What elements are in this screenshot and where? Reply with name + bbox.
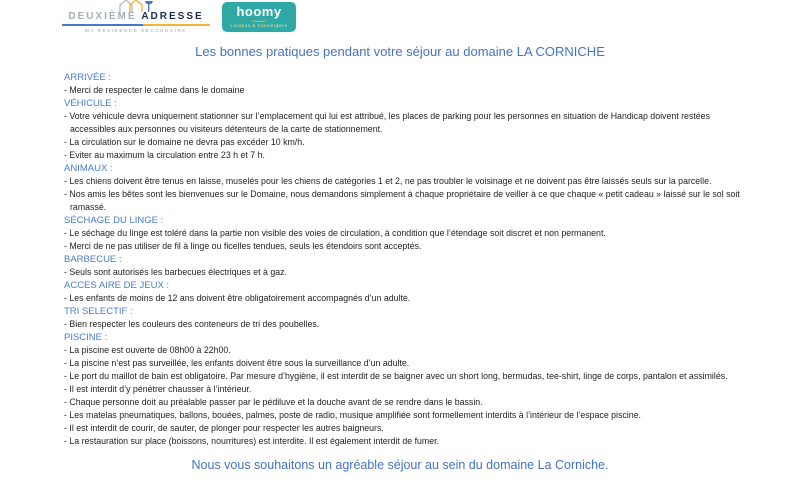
rule-item: - Les chiens doivent être tenus en laisse, muselés pour les chiens de catégories 1 et 2, ne pas troubler le voisinage et ne doivent pas être laissés seuls sur la parcelle. [64, 176, 712, 186]
rule-item: - La circulation sur le domaine ne devra pas excéder 10 km/h. [64, 137, 305, 147]
deuxieme-adresse-wordmark [58, 11, 214, 23]
rule-item: - Il est interdit d’y pénétrer chausser à l’intérieur. [64, 384, 252, 394]
rule-item: - Votre véhicule devra uniquement stationner sur l’emplacement qui lui est attribué, les places de parking pour les personnes en situation de Handicap doivent restées accessibles aux personnes ou visiteurs détenteurs de la carte de stationnement. [64, 111, 710, 134]
section-heading: VÉHICULE : [64, 98, 117, 109]
rule-item: - Le port du maillot de bain est obligatoire. Par mesure d’hygiène, il est interdit de se baigner avec un short long, bermudas, tee-shirt, linge de corps, pantalon et assimilés. [64, 371, 728, 381]
deuxieme-adresse-logo [58, 0, 214, 34]
page-title: Les bonnes pratiques pendant votre séjour au domaine LA CORNICHE [195, 44, 605, 59]
rule-item: - Chaque personne doit au préalable passer par le pédiluve et la douche avant de se rendre dans le bassin. [64, 397, 483, 407]
logo-word-adresse: ADRESSE [141, 11, 204, 22]
houses-icon [58, 0, 214, 11]
section-heading: SÉCHAGE DU LINGE : [64, 215, 164, 226]
rule-item: - Les enfants de moins de 12 ans doivent être obligatoirement accompagnés d’un adulte. [64, 293, 411, 303]
logo-underline [62, 24, 210, 26]
rule-item: - Seuls sont autorisés les barbecues électriques et à gaz. [64, 267, 287, 277]
section-heading: BARBECUE : [64, 254, 122, 265]
rule-item: - Il est interdit de courir, de sauter, de plonger pour respecter les autres baigneurs. [64, 423, 384, 433]
rule-item: - Les matelas pneumatiques, ballons, bouées, palmes, poste de radio, musique amplifiée sont formellement interdits à l’intérieur de l’espace piscine. [64, 410, 641, 420]
rule-item: - Merci de respecter le calme dans le domaine [64, 85, 245, 95]
section-heading: ACCES AIRE DE JEUX : [64, 280, 170, 291]
rule-item: - Eviter au maximum la circulation entre 23 h et 7 h. [64, 150, 265, 160]
rule-item: - Le séchage du linge est toléré dans la partie non visible des voies de circulation, à condition que l’étendage soit discret et non permanent. [64, 228, 606, 238]
closing-message: Nous vous souhaitons un agréable séjour au sein du domaine La Corniche. [191, 458, 609, 472]
rule-item: - Merci de ne pas utiliser de fil à linge ou ficelles tendues, seuls les étendoirs sont acceptés. [64, 241, 422, 251]
rule-item: - Bien respecter les couleurs des conteneurs de tri des poubelles. [64, 319, 320, 329]
section-heading: ARRIVÉE : [64, 72, 111, 83]
section-heading: ANIMAUX : [64, 163, 113, 174]
rule-item: - La piscine n’est pas surveillée, les enfants doivent être sous la surveillance d’un adulte. [64, 358, 410, 368]
section-heading: TRI SELECTIF : [64, 306, 133, 317]
logo-word-deuxieme: DEUXIÈME [68, 11, 137, 22]
section-heading: PISCINE : [64, 332, 108, 343]
rule-item: - La piscine est ouverte de 08h00 à 22h00. [64, 345, 231, 355]
rule-item: - Nos amis les bêtes sont les bienvenues sur le Domaine, nous demandons simplement à chaque propriétaire de veiller à ce que chaque « petit cadeau » laissé sur le sol soit ramassé. [64, 189, 740, 212]
hoomy-wordmark: hoomy [236, 4, 282, 19]
rules-list [64, 71, 748, 448]
rule-item: - La restauration sur place (boissons, nourritures) est interdite. Il est également interdit de fumer. [64, 436, 440, 446]
hoomy-tagline: Location & Conciergerie [230, 23, 288, 28]
hoomy-logo [222, 2, 296, 32]
deuxieme-adresse-tagline: MA RÉSIDENCE SECONDAIRE [85, 28, 187, 33]
